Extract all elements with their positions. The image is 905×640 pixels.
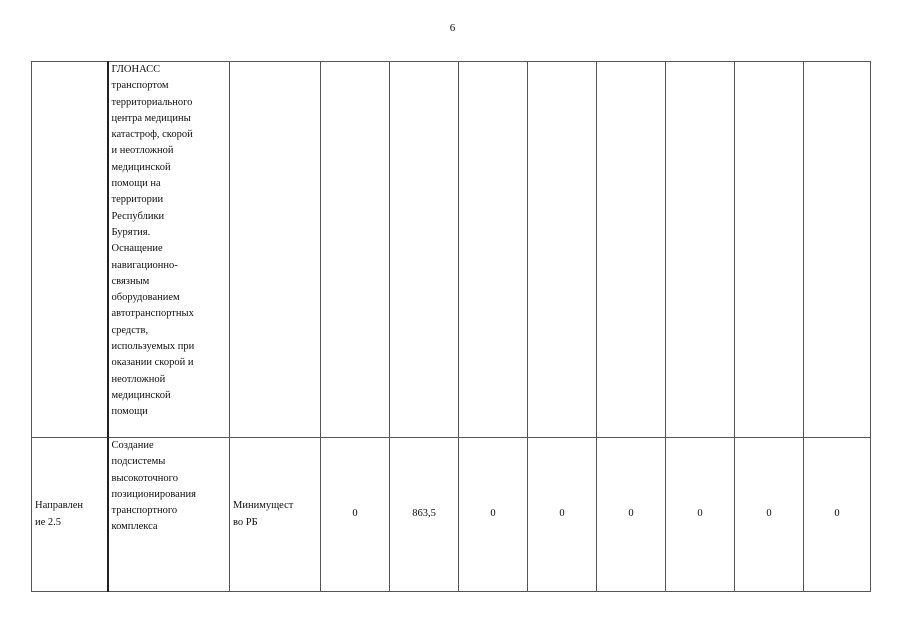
table-row (32, 438, 871, 592)
description-line: используемых при (111, 341, 195, 353)
description-line: ГЛОНАСС (111, 64, 161, 75)
value-cell (321, 62, 390, 438)
value-cell (528, 62, 597, 438)
source-line: Минимущест (233, 500, 294, 512)
value-cell (459, 62, 528, 438)
description-line: позиционирования (111, 488, 196, 500)
value-cell (735, 62, 804, 438)
source-line: во РБ (233, 516, 258, 528)
description-line: высокоточного (111, 472, 178, 484)
value-cell: 0 (321, 438, 390, 592)
direction-cell (32, 62, 108, 438)
description-line: центра медицины (111, 112, 191, 124)
description-line: средств, (111, 324, 149, 336)
description-line: транспортом (111, 80, 169, 92)
description-line: навигационно- (111, 259, 178, 271)
description-line: помощи на (111, 178, 161, 190)
description-line: транспортного (111, 505, 178, 517)
description-line: связным (111, 275, 150, 287)
description-line: помощи (111, 406, 148, 418)
source-cell (230, 438, 321, 592)
description-line: катастроф, скорой (111, 129, 193, 141)
value-cell (804, 62, 871, 438)
description-line: автотранспортных (111, 308, 194, 320)
value-cell: 863,5 (390, 438, 459, 592)
description-line: территориального (111, 96, 193, 108)
value-cell: 0 (804, 438, 871, 592)
page-number: 6 (449, 22, 456, 34)
value-cell: 0 (735, 438, 804, 592)
description-line: подсистемы (111, 456, 166, 468)
direction-cell (32, 438, 108, 592)
description-line: неотложной (111, 373, 166, 385)
source-cell (230, 62, 321, 438)
description-cell (108, 438, 230, 592)
description-line: Создание (111, 440, 154, 451)
value-cell: 0 (597, 438, 666, 592)
direction-line: Направлен (35, 500, 83, 512)
direction-line: ие 2.5 (35, 516, 62, 528)
description-line: Бурятия. (111, 226, 151, 238)
program-table (31, 61, 871, 592)
description-line: комплекса (111, 521, 158, 533)
description-line: оказании скорой и (111, 357, 194, 369)
value-cell (597, 62, 666, 438)
description-line: и неотложной (111, 145, 174, 157)
table-row (32, 62, 871, 438)
value-cell (390, 62, 459, 438)
description-line: Республики (111, 210, 165, 222)
description-line: территории (111, 194, 164, 206)
description-line: медицинской (111, 161, 171, 173)
description-line: оборудованием (111, 292, 180, 304)
value-cell (666, 62, 735, 438)
description-cell (108, 62, 230, 438)
description-line: Оснащение (111, 243, 163, 255)
description-line: медицинской (111, 389, 171, 401)
value-cell: 0 (459, 438, 528, 592)
value-cell: 0 (666, 438, 735, 592)
value-cell: 0 (528, 438, 597, 592)
